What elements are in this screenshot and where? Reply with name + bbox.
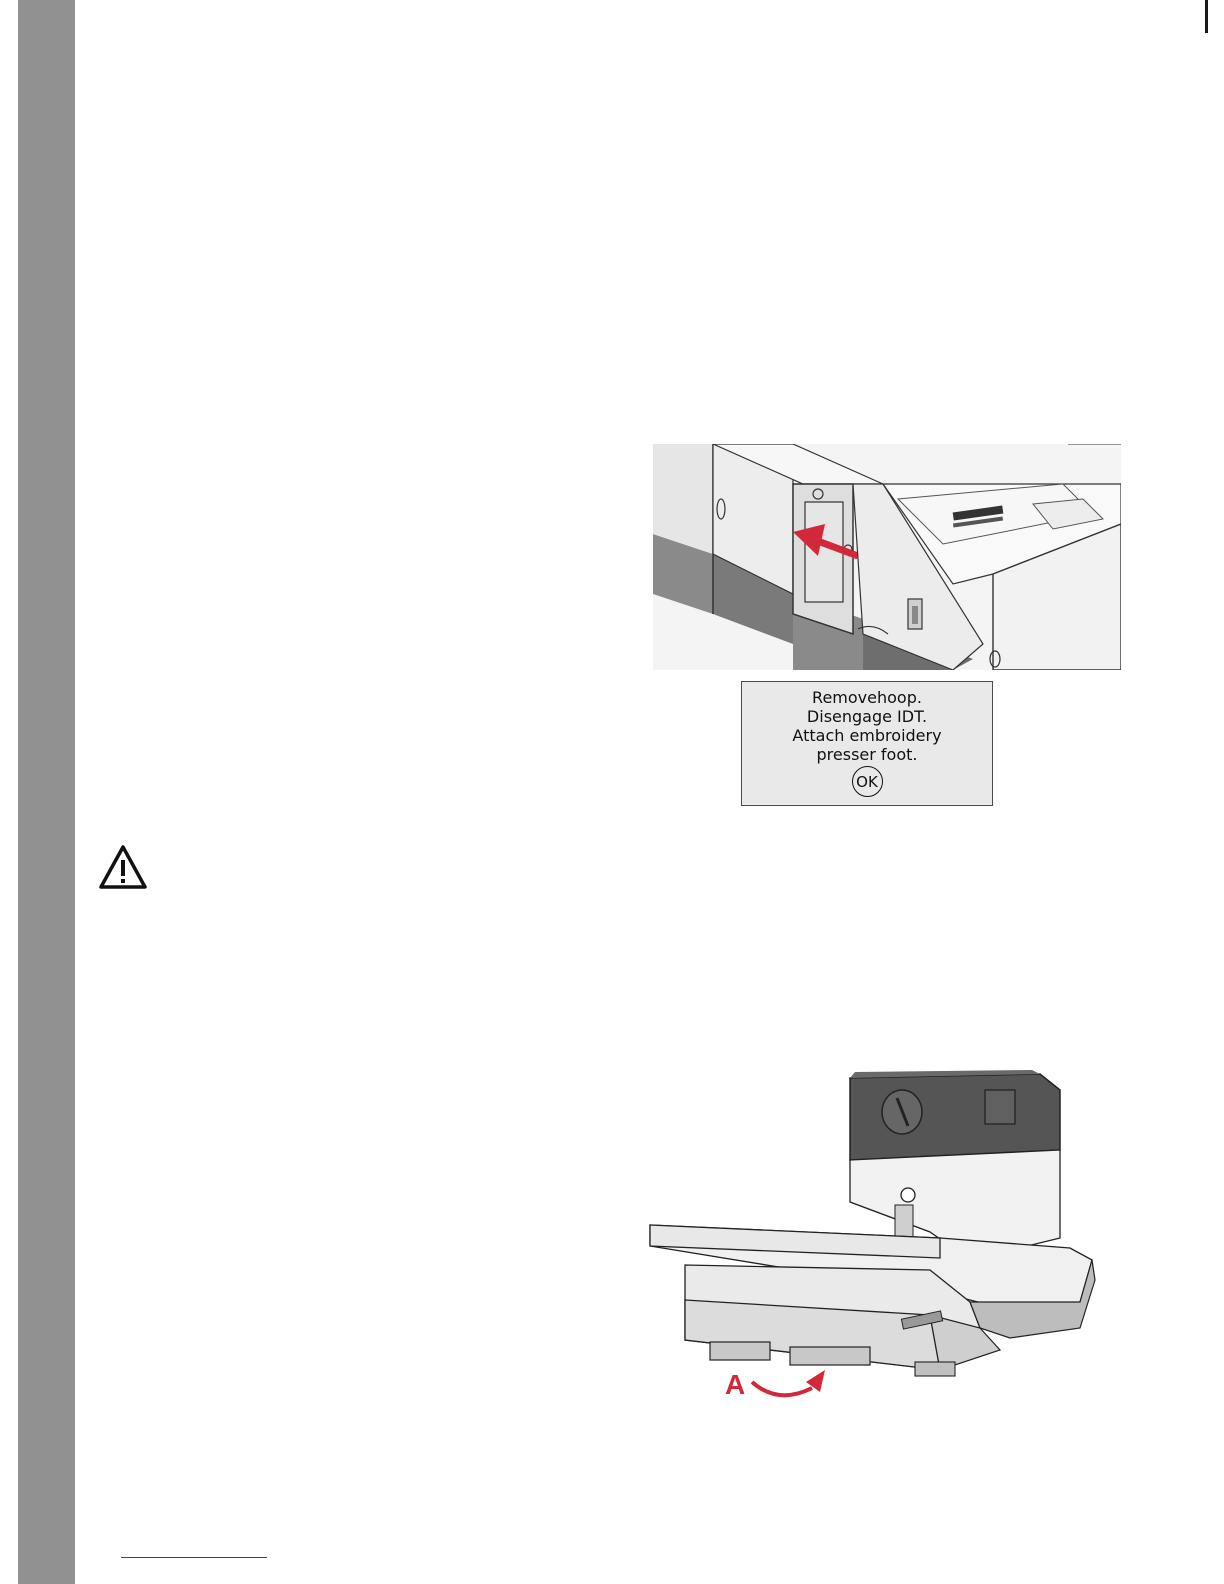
machine-side-illustration [653, 444, 1121, 670]
lcd-ok-button[interactable]: OK [852, 766, 883, 797]
lcd-line-4: presser foot. [816, 745, 918, 764]
footer-link-underline[interactable] [121, 1557, 267, 1558]
lcd-line-2: Disengage IDT. [806, 707, 928, 726]
lcd-line-1: Removehoop. [812, 688, 922, 707]
warning-triangle-icon [98, 844, 148, 890]
top-edge-rule [1205, 0, 1208, 33]
lcd-message-screen [741, 681, 993, 806]
embroidery-unit-illustration [640, 1070, 1100, 1410]
callout-label-a: A [725, 1369, 746, 1400]
sidebar-bar [18, 0, 75, 1584]
lcd-line-3: Attach embroidery [792, 726, 942, 745]
